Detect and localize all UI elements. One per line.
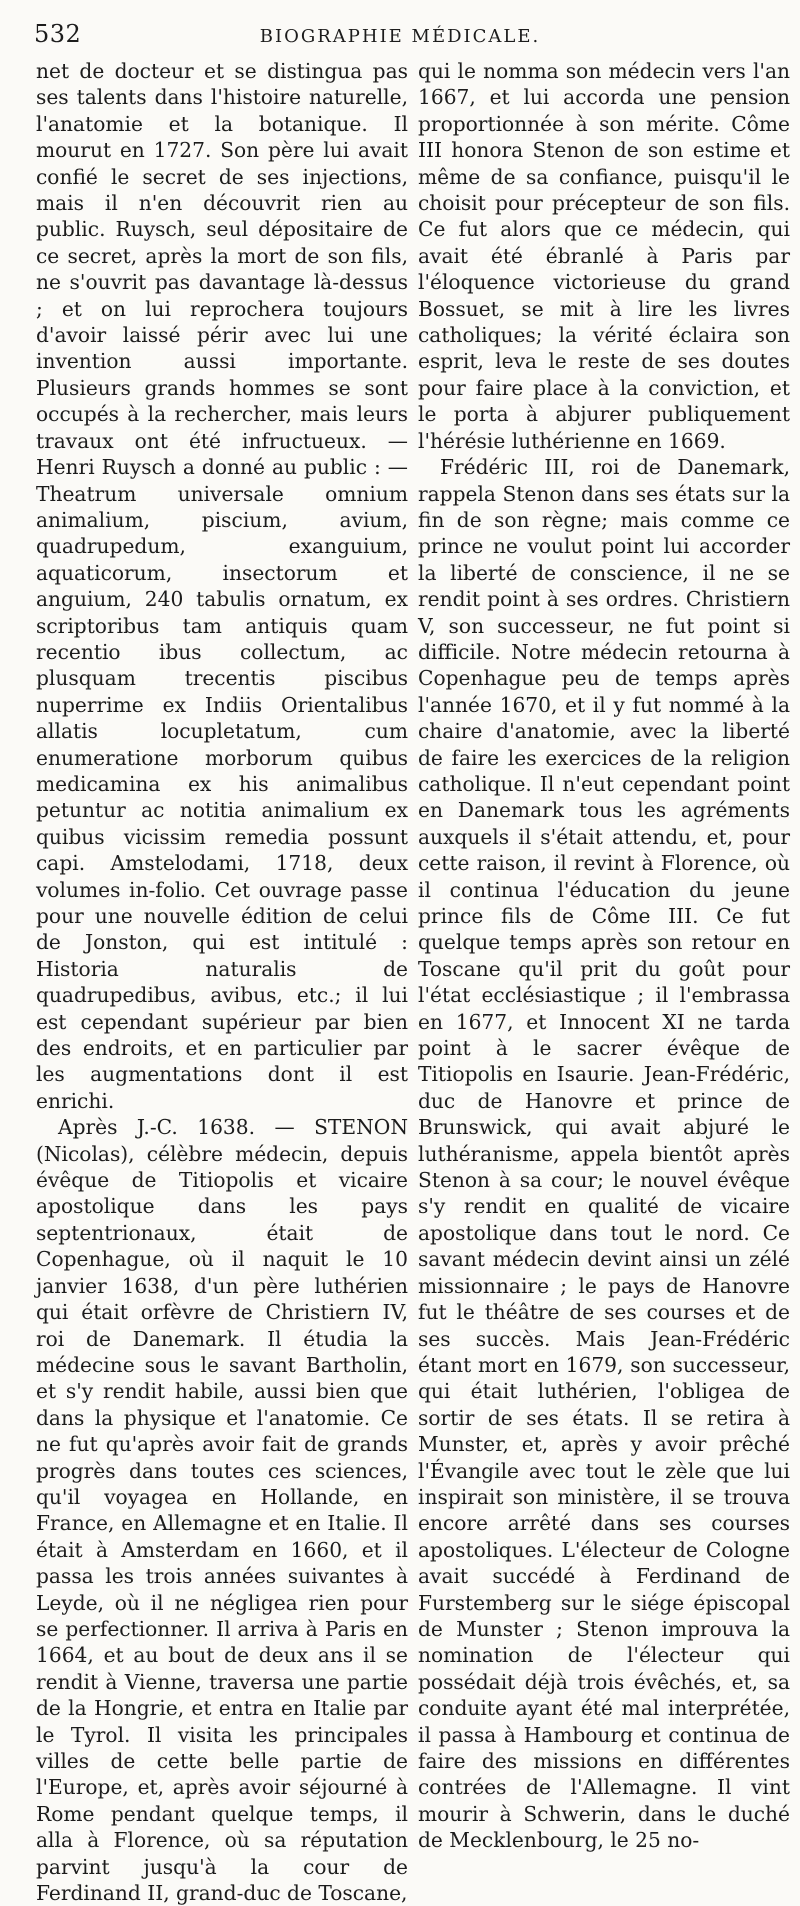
paragraph-stenon-denmark: Frédéric III, roi de Danemark, rappela Stenon dans ses états sur la fin de son règne; mais comme ce prince ne voulut point lui accorder la liberté de conscience, il ne se rendit point à ses ordres. Christiern V, son successeur, ne fut point si difficile. Notre médecin retourna à Copenhague peu de temps après l'année 1670, et il y fut nommé à la chaire d'anatomie, avec la liberté de faire les exercices de la religion catholique. Il n'eut cependant point en Danemark tous les agréments auxquels il s'était attendu, et, pour cette raison, il revint à Florence, où il continua l'éducation du jeune prince fils de Côme III. Ce fut quelque temps après son retour en Toscane qu'il prit du goût pour l'état ecclésiastique ; il l'embrassa en 1677, et Innocent XI ne tarda point à le sacrer évêque de Titiopolis en Isaurie. Jean-Frédéric, duc de Hanovre et prince de Brunswick, qui avait abjuré le luthéranisme, appela bientôt après Stenon à sa cour; le nouvel évêque s'y rendit en qualité de vicaire apostolique dans tout le nord. Ce savant médecin devint ainsi un zélé missionnaire ; le pays de Hanovre fut le théâtre de ses courses et de ses succès. Mais Jean-Frédéric étant mort en 1679, son successeur, qui était luthérien, l'obligea de sortir de ses états. Il se retira à Munster, et, après y avoir prêché l'Évangile avec tout le zèle que lui inspirait son ministère, il se trouva encore arrêté dans ses courses apostoliques. L'électeur de Cologne avait succédé à Ferdinand de Furstemberg sur le siége épiscopal de Munster ; Stenon improuva la nomination de l'électeur qui possédait déjà trois évêchés, et, sa conduite ayant été mal interprétée, il passa à Hambourg et continua de faire des missions en différentes contrées de l'Allemagne. Il vint mourir à Schwerin, dans le duché de Mecklenbourg, le 25 no- — [418, 455, 790, 1853]
page-header — [0, 0, 800, 54]
left-column — [36, 58, 408, 1906]
right-column — [418, 58, 790, 1854]
running-head: BIOGRAPHIE MÉDICALE. — [259, 26, 541, 47]
page-number: 532 — [34, 20, 82, 48]
paragraph-stenon-intro: Après J.-C. 1638. — STENON (Nicolas), célèbre médecin, depuis évêque de Titiopolis et vicaire apostolique dans les pays septentrionaux, était de Copenhague, où il naquit le 10 janvier 1638, d'un père luthérien qui était orfèvre de Christiern IV, roi de Danemark. Il étudia la médecine sous le savant Bartholin, et s'y rendit habile, aussi bien que dans la physique et l'anatomie. Ce ne fut qu'après avoir fait de grands progrès dans toutes ces sciences, qu'il voyagea en Hollande, en France, en Allemagne et en Italie. Il était à Amsterdam en 1660, et il passa les trois années suivantes à Leyde, où il ne négligea rien pour se perfectionner. Il arriva à Paris en 1664, et au bout de deux ans il se rendit à Vienne, traversa une partie de la Hongrie, et entra en Italie par le Tyrol. Il visita les principales villes de cette belle partie de l'Europe, et, après avoir séjourné à Rome pendant quelque temps, il alla à Florence, où sa réputation parvint jusqu'à la cour de Ferdinand II, grand-duc de Toscane, — [36, 1115, 408, 1906]
paragraph-ruysch: net de docteur et se distingua pas ses talents dans l'histoire naturelle, l'anatomie et la botanique. Il mourut en 1727. Son père lui avait confié le secret de ses injections, mais il n'en découvrit rien au public. Ruysch, seul dépositaire de ce secret, après la mort de son fils, ne s'ouvrit pas davantage là-dessus ; et on lui reprochera toujours d'avoir laissé périr avec lui une invention aussi importante. Plusieurs grands hommes se sont occupés à la rechercher, mais leurs travaux ont été infructueux. — Henri Ruysch a donné au public : — Theatrum universale omnium animalium, piscium, avium, quadrupedum, exanguium, aquaticorum, insectorum et anguium, 240 tabulis ornatum, ex scriptoribus tam antiquis quam recentio ibus collectum, ac plusquam trecentis piscibus nuperrime ex Indiis Orientalibus allatis locupletatum, cum enumeratione morborum quibus medicamina ex his animalibus petuntur ac notitia animalium ex quibus vicissim remedia possunt capi. Amstelodami, 1718, deux volumes in-folio. Cet ouvrage passe pour une nouvelle édition de celui de Jonston, qui est intitulé : Historia naturalis de quadrupedibus, avibus, etc.; il lui est cependant supérieur par bien des endroits, et en particulier par les augmentations dont il est enrichi. — [36, 59, 408, 1113]
paragraph-stenon-florence: qui le nomma son médecin vers l'an 1667, et lui accorda une pension proportionnée à son mérite. Côme III honora Stenon de son estime et même de sa confiance, puisqu'il le choisit pour précepteur de son fils. Ce fut alors que ce médecin, qui avait été ébranlé à Paris par l'éloquence victorieuse du grand Bossuet, se mit à lire les livres catholiques; la vérité éclaira son esprit, leva le reste de ses doutes pour faire place à la conviction, et le porta à abjurer publiquement l'hérésie luthérienne en 1669. — [418, 59, 790, 453]
